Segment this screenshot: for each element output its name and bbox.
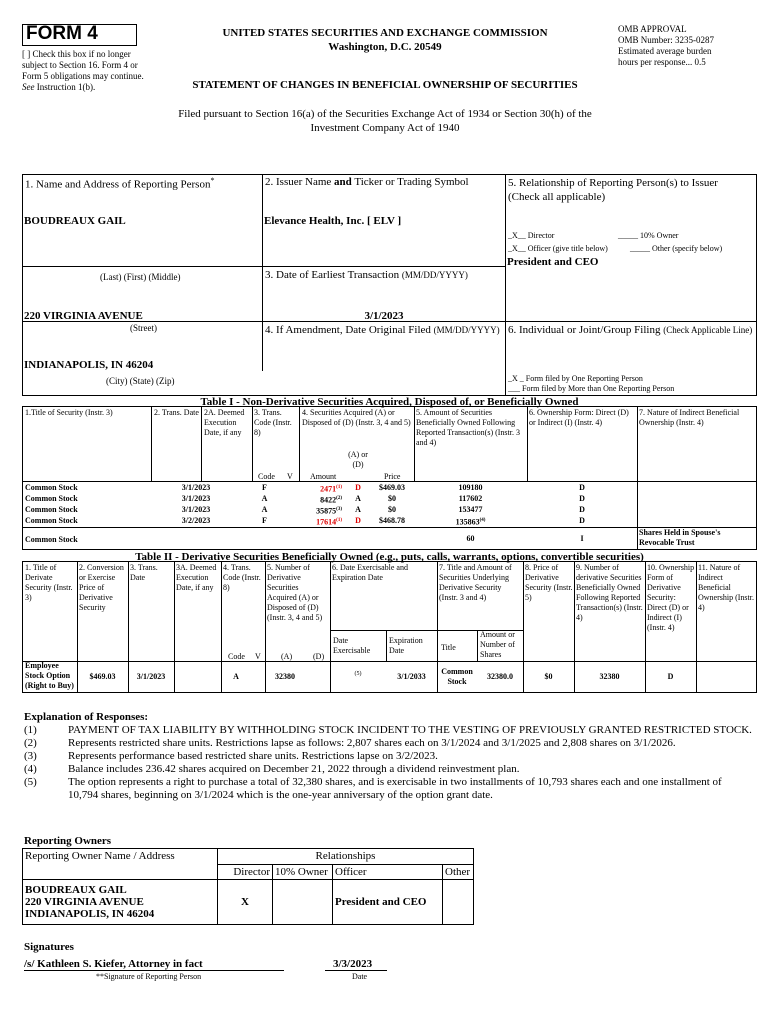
owners-director-value: X: [218, 880, 273, 925]
owners-col-ten: 10% Owner: [273, 864, 333, 880]
t2-vline: [696, 561, 697, 693]
t1-row-footnote: (1): [336, 518, 342, 523]
t1-row-amount: 8422$^{(2)}$: [320, 495, 342, 505]
t1-row-code: A: [261, 505, 268, 514]
table1-title: Table I - Non-Derivative Securities Acquired, Disposed of, or Beneficially Owned: [200, 396, 579, 408]
explanation-text: Represents performance based restricted share units. Restrictions lapse on 3/2/2023.: [68, 750, 438, 762]
explanation-title: Explanation of Responses:: [24, 711, 149, 723]
t2-h-conversion: 2. Conversion or Exercise Price of Derivative Security: [79, 563, 124, 612]
omb-burden: Estimated average burden: [618, 46, 712, 56]
no-longer-subject-note: [ ] Check this box if no longer subject to Section 16. Form 4 or Form 5 obligations may continue. See Instruction 1(b).: [22, 49, 144, 92]
t2-h-form: 10. Ownership Form of Derivative Security: Direct (D) or Indirect (I) (Instr. 4): [647, 563, 695, 632]
t2-row-amount: 32380.0: [487, 672, 513, 681]
table2-title: Table II - Derivative Securities Beneficially Owned (e.g., puts, calls, warrants, options, convertible securities): [135, 551, 644, 563]
owners-col-officer: Officer: [333, 864, 443, 880]
statement-title: STATEMENT OF CHANGES IN BENEFICIAL OWNERSHIP OF SECURITIES: [192, 79, 578, 91]
box3-label: 3. Date of Earliest Transaction (MM/DD/YYYY): [265, 269, 468, 281]
t1-row-ad: D: [355, 516, 361, 525]
earliest-transaction-date: 3/1/2023: [364, 310, 404, 322]
t1-sub-price: Price: [384, 472, 401, 481]
t1-h-acquired: 4. Securities Acquired (A) or Disposed of (D) (Instr. 3, 4 and 5): [302, 408, 411, 427]
t1-h-deemed: 2A. Deemed Execution Date, if any: [204, 408, 245, 437]
t2-vline: [174, 561, 175, 693]
relationship-other: _____ Other (specify below): [630, 244, 723, 253]
t1-row-amount: 35875$^{(3)}$: [316, 506, 342, 516]
t2-sub-v: V: [255, 652, 261, 661]
t1-row-security: Common Stock: [25, 516, 78, 525]
issuer-name: Elevance Health, Inc. [ ELV ]: [264, 215, 402, 227]
t2-sub-d: (D): [313, 652, 325, 661]
t1-sub-code: Code: [258, 472, 275, 481]
filing-more-persons: ___ Form filed by More than One Reporting Person: [508, 384, 675, 393]
t1-vline: [414, 406, 415, 481]
t2-h-number: 5. Number of Derivative Securities Acquired (A) or Disposed of (D) (Instr. 3, 4 and 5): [267, 563, 323, 622]
officer-title: President and CEO: [507, 256, 599, 268]
t1-row-price: $0: [388, 494, 396, 503]
t1-vline: [299, 406, 300, 481]
t2-h-nature: 11. Nature of Indirect Beneficial Ownership (Instr. 4): [698, 563, 754, 612]
t1-row-ad: A: [355, 505, 361, 514]
t2-h-security: 1. Title of Derivate Security (Instr. 3): [25, 563, 73, 602]
signer-name: /s/ Kathleen S. Kiefer, Attorney in fact: [24, 958, 203, 970]
t2-h-owned: 9. Number of derivative Securities Beneficially Owned Following Reported Transaction(s) (Instr. 4): [576, 563, 643, 622]
t1-row-date: 3/1/2023: [181, 483, 211, 492]
agency-name: UNITED STATES SECURITIES AND EXCHANGE COMMISSION: [222, 27, 548, 39]
t1-h-date: 2. Trans. Date: [154, 408, 199, 417]
t1-vline: [637, 406, 638, 550]
owners-officer-value: President and CEO: [333, 880, 443, 925]
explanation-number: (2): [24, 737, 37, 749]
t1-row-date: 3/1/2023: [181, 505, 211, 514]
t2-h-exercisable: 6. Date Exercisable and Expiration Date: [332, 563, 408, 582]
t2-h-price: 8. Price of Derivative Security (Instr. 5): [525, 563, 573, 602]
explanation-number: (5): [24, 776, 37, 788]
signatures-title: Signatures: [24, 941, 74, 953]
t2-subline: [386, 630, 387, 661]
owners-ten-value: [273, 880, 333, 925]
reporting-owners-table: [22, 848, 474, 925]
t2-row-security: Employee Stock Option (Right to Buy): [25, 661, 74, 690]
t2-sub-exercisable: Date Exercisable: [333, 636, 371, 655]
omb-hours: hours per response... 0.5: [618, 57, 706, 67]
explanation-item: [24, 763, 754, 776]
box5-label: 5. Relationship of Reporting Person(s) to Issuer (Check all applicable): [508, 177, 718, 203]
t1-holding-owned: 60: [466, 534, 475, 543]
relationship-ten-pct: _____ 10% Owner: [618, 231, 679, 240]
t1-holding-nature: Shares Held in Spouse's Revocable Trust: [639, 528, 721, 547]
t1-row-owned: 135863$^{(4)}$: [455, 517, 486, 527]
t1-row-amount: 17614$^{(1)}$: [316, 517, 342, 527]
t2-h-underlying: 7. Title and Amount of Securities Underlying Derivative Security (Instr. 3 and 4): [439, 563, 512, 602]
t2-h-code: 4. Trans. Code (Instr. 8): [223, 563, 261, 592]
t1-row-form: D: [579, 494, 585, 503]
t1-row-footnote: (4): [479, 518, 486, 523]
t1-vline: [201, 406, 202, 481]
t2-h-deemed: 3A. Deemed Execution Date, if any: [176, 563, 217, 592]
t1-row-footnote: (1): [336, 485, 342, 490]
date-line: [325, 970, 387, 971]
filed-pursuant-line1: Filed pursuant to Section 16(a) of the Securities Exchange Act of 1934 or Section 30(h) of the: [178, 108, 592, 120]
name-caption: (Last) (First) (Middle): [100, 272, 181, 282]
t1-holding-form: I: [580, 534, 584, 543]
divider-col2: [505, 174, 506, 396]
t1-h-code: 3. Trans. Code (Instr. 8): [254, 408, 292, 437]
t2-row-title: Common Stock: [441, 667, 473, 686]
relationship-officer: _X__ Officer (give title below): [508, 244, 608, 253]
t2-row-code: A: [233, 672, 239, 681]
t1-row-owned: 117602: [458, 494, 483, 503]
t1-sub-amount: Amount: [310, 472, 337, 481]
explanation-number: (4): [24, 763, 37, 775]
explanation-text: Balance includes 236.42 shares acquired on December 21, 2022 through a dividend reinvestment plan.: [68, 763, 520, 775]
t1-row-footnote: (3): [336, 507, 342, 512]
explanation-text: Represents restricted share units. Restrictions lapse as follows: 2,807 shares each on 3/1/2024 and 3/1/2025 and 2,808 shares on 3/1/2026.: [68, 737, 676, 749]
reporting-person-city: INDIANAPOLIS, IN 46204: [24, 359, 154, 371]
form-title: FORM 4: [26, 23, 98, 44]
box6-label: 6. Individual or Joint/Group Filing (Check Applicable Line): [508, 324, 753, 336]
t2-row-price: $469.03: [89, 672, 116, 681]
explanation-item: [24, 737, 754, 750]
t1-row-price: $469.03: [379, 483, 405, 492]
t1-row-ad: A: [355, 494, 361, 503]
t2-subline: [477, 630, 478, 661]
reporting-person-street: 220 VIRGINIA AVENUE: [24, 310, 143, 322]
street-caption: (Street): [130, 323, 157, 333]
t2-hline: [22, 661, 757, 662]
divider-box3: [262, 266, 506, 267]
t1-h-security: 1.Title of Security (Instr. 3): [25, 408, 113, 417]
reporting-owners-title: Reporting Owners: [24, 835, 112, 847]
omb-number: OMB Number: 3235-0287: [618, 35, 714, 45]
t2-h-date: 3. Trans. Date: [130, 563, 158, 582]
explanation-list: [24, 724, 754, 802]
agency-location: Washington, D.C. 20549: [328, 41, 442, 53]
t1-row-price: $468.78: [379, 516, 405, 525]
t1-row-code: F: [262, 516, 267, 525]
t1-row-footnote: (2): [336, 496, 342, 501]
omb-approval-box: [618, 24, 758, 68]
owners-col-relationships: Relationships: [218, 849, 474, 865]
owners-col-director: Director: [218, 864, 273, 880]
date-caption: Date: [352, 972, 368, 981]
explanation-item: [24, 724, 754, 737]
t2-subline: [330, 630, 523, 631]
owners-col-other: Other: [443, 864, 474, 880]
t1-row-form: D: [579, 516, 585, 525]
filing-one-person: _X _ Form filed by One Reporting Person: [508, 374, 643, 383]
explanation-text: The option represents a right to purchase a total of 32,380 shares, and is exercisable in two installments of 10,793 shares each and one installment of 10,794 shares, beginning on 3/1/2024 which is the one-year anniversary of the option grant date.: [68, 776, 722, 801]
t1-row-date: 3/2/2023: [181, 516, 211, 525]
t1-vline: [252, 406, 253, 481]
city-caption: (City) (State) (Zip): [106, 376, 175, 386]
t2-row-expiration: 3/1/2033: [397, 672, 426, 681]
owners-other-value: [443, 880, 474, 925]
t1-row-amount: 2471$^{(1)}$: [320, 484, 342, 494]
t1-sub-v: V: [287, 472, 293, 481]
t1-h-owned: 5. Amount of Securities Beneficially Owned Following Reported Transaction(s) (Instr. 3 and 4): [416, 408, 520, 447]
owners-name-address: BOUDREAUX GAIL 220 VIRGINIA AVENUE INDIANAPOLIS, IN 46204: [23, 880, 218, 925]
relationship-director: _X__ Director: [508, 231, 555, 240]
t1-row-form: D: [579, 505, 585, 514]
t1-sub-aord: (A) or (D): [348, 450, 368, 469]
t2-row-date: 3/1/2023: [136, 672, 166, 681]
t1-row-date: 3/1/2023: [181, 494, 211, 503]
reporting-person-name: BOUDREAUX GAIL: [24, 215, 126, 227]
t1-holding-security: Common Stock: [25, 535, 78, 544]
t2-row-form: D: [667, 672, 674, 681]
t1-row-price: $0: [388, 505, 396, 514]
t2-sub-title: Title: [441, 643, 456, 652]
box4-label: 4. If Amendment, Date Original Filed (MM/DD/YYYY): [265, 324, 500, 336]
t2-row-exercisable: (5): [354, 671, 362, 677]
omb-title: OMB APPROVAL: [618, 24, 687, 34]
explanation-item: [24, 750, 754, 763]
t1-row-ad: D: [355, 483, 361, 492]
explanation-number: (1): [24, 724, 37, 736]
t2-sub-expiration: Expiration Date: [389, 636, 423, 655]
divider-name: [22, 266, 262, 267]
t1-row-owned: 109180: [458, 483, 483, 492]
box2-label: 2. Issuer Name and Ticker or Trading Symbol: [265, 176, 469, 188]
divider-box6: [505, 321, 757, 322]
t2-sub-a: (A): [281, 652, 293, 661]
t2-sub-amount: Amount or Number of Shares: [480, 630, 515, 659]
signature-caption: **Signature of Reporting Person: [96, 972, 202, 981]
t1-row-code: F: [262, 483, 267, 492]
t1-row-security: Common Stock: [25, 494, 78, 503]
t1-row-security: Common Stock: [25, 505, 78, 514]
explanation-item: [24, 776, 754, 802]
t1-h-nature: 7. Nature of Indirect Beneficial Ownership (Instr. 4): [639, 408, 740, 427]
explanation-text: PAYMENT OF TAX LIABILITY BY WITHHOLDING STOCK INCIDENT TO THE VESTING OF PREVIOUSLY GRANTED RESTRICTED STOCK.: [68, 724, 752, 736]
signature-line: [24, 970, 284, 971]
t2-row-dprice: $0: [544, 672, 553, 681]
signature-date: 3/3/2023: [333, 958, 373, 970]
divider-col1: [262, 174, 263, 371]
filed-pursuant-line2: Investment Company Act of 1940: [310, 122, 460, 134]
t1-h-form: 6. Ownership Form: Direct (D) or Indirect (I) (Instr. 4): [529, 408, 629, 427]
box1-label: 1. Name and Address of Reporting Person*: [25, 176, 215, 191]
t2-sub-code: Code: [228, 652, 245, 661]
t1-vline: [527, 406, 528, 481]
t2-row-owned: 32380: [599, 672, 620, 681]
t1-row-owned: 153477: [458, 505, 483, 514]
t2-row-a: 32380: [275, 672, 295, 681]
t1-vline: [151, 406, 152, 481]
t1-row-form: D: [579, 483, 585, 492]
explanation-number: (3): [24, 750, 37, 762]
t1-row-code: A: [261, 494, 268, 503]
t1-row-security: Common Stock: [25, 483, 78, 492]
owners-col-name: Reporting Owner Name / Address: [23, 849, 218, 880]
